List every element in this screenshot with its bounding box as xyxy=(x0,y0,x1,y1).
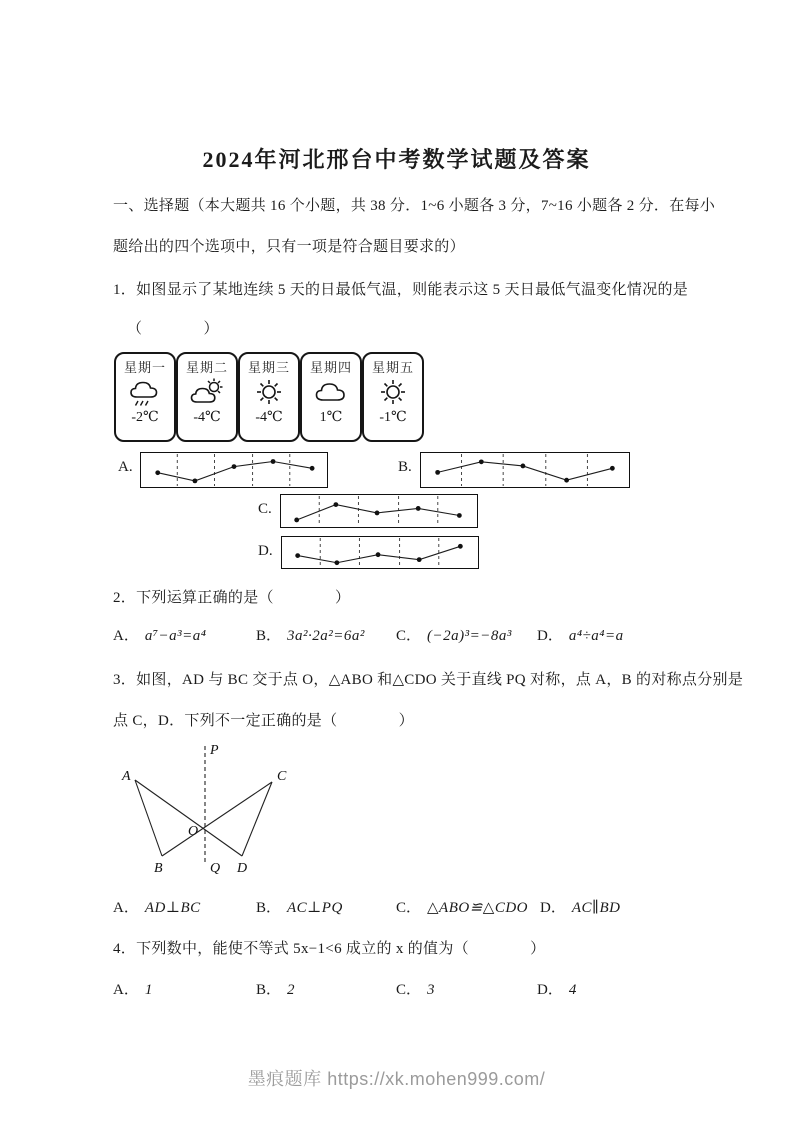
q4-option-d: D． 4 xyxy=(537,982,577,998)
weather-day-label: 星期五 xyxy=(371,360,414,375)
segment-ab xyxy=(135,780,162,856)
figure-label-q: Q xyxy=(210,861,221,876)
q3-stem-line2: 点 C，D．下列不一定正确的是（ ） xyxy=(113,713,414,729)
q2-option-a: A． a⁷−a³=a⁴ xyxy=(113,628,207,644)
q1-option-a-label: A. xyxy=(118,459,133,475)
q4-stem: 4．下列数中，能使不等式 5x−1<6 成立的 x 的值为（ ） xyxy=(113,941,546,957)
q3-option-d: D． AC∥BD xyxy=(540,900,621,916)
q1-option-c-label: C. xyxy=(258,501,272,517)
figure-label-p: P xyxy=(210,743,219,758)
q1-option-d-line-chart xyxy=(281,536,479,569)
weather-temp-label: 1℃ xyxy=(319,410,343,425)
footer-watermark: 墨痕题库 https://xk.mohen999.com/ xyxy=(247,1069,546,1089)
q3-stem-line1: 3．如图，AD 与 BC 交于点 O，△ABO 和△CDO 关于直线 PQ 对称，点 A，B 的对称点分别是 xyxy=(113,672,744,688)
segment-ad xyxy=(135,780,242,856)
weather-temp-label: -4℃ xyxy=(193,410,221,425)
q2-option-c: C． (−2a)³=−8a³ xyxy=(396,628,512,644)
q3-option-a: A． AD⊥BC xyxy=(113,900,201,916)
weather-day-label: 星期四 xyxy=(309,360,352,375)
q3-options-row xyxy=(113,896,713,920)
q1-option-b-label: B. xyxy=(398,459,412,475)
q1-option-b-line-chart xyxy=(420,452,630,488)
q2-option-b: B． 3a²·2a²=6a² xyxy=(256,628,365,644)
figure-label-c: C xyxy=(277,769,287,784)
figure-label-o: O xyxy=(188,824,199,839)
weather-day-label: 星期三 xyxy=(247,360,290,375)
q1-option-c-line-chart xyxy=(280,494,478,528)
segment-bc xyxy=(162,782,272,856)
q2-stem: 2．下列运算正确的是（ ） xyxy=(113,590,351,606)
figure-label-a: A xyxy=(122,769,131,784)
q3-option-b: B． AC⊥PQ xyxy=(256,900,343,916)
weather-card-friday xyxy=(362,352,424,442)
sun-icon xyxy=(251,377,287,409)
sun-behind-cloud-icon xyxy=(189,377,225,409)
weather-temp-label: -1℃ xyxy=(379,410,407,425)
q4-options-row xyxy=(113,978,713,1002)
section-intro-line1: 一、选择题（本大题共 16 个小题，共 38 分．1~6 小题各 3 分，7~16 小题各 2 分．在每小 xyxy=(113,198,716,214)
q3-option-c: C． △ABO≌△CDO xyxy=(396,900,528,916)
segment-cd xyxy=(242,782,272,856)
q1-option-a-line-chart xyxy=(140,452,328,488)
weather-day-label: 星期一 xyxy=(123,360,166,375)
q1-stem: 1．如图显示了某地连续 5 天的日最低气温，则能表示这 5 天日最低气温变化情况的是 xyxy=(113,282,689,298)
page-title: 2024年河北邢台中考数学试题及答案 xyxy=(202,147,591,172)
figure-label-b: B xyxy=(154,861,163,876)
q3-geometry-figure xyxy=(100,738,320,878)
weather-card-tuesday xyxy=(176,352,238,442)
weather-temp-label: -4℃ xyxy=(255,410,283,425)
q1-option-d-label: D. xyxy=(258,543,273,559)
q1-answer-bracket: （ ） xyxy=(127,321,219,337)
sun-icon xyxy=(375,377,411,409)
section-intro-line2: 题给出的四个选项中，只有一项是符合题目要求的） xyxy=(113,239,465,255)
weather-card-monday xyxy=(114,352,176,442)
q4-option-b: B． 2 xyxy=(256,982,296,998)
weather-day-label: 星期二 xyxy=(185,360,228,375)
figure-label-d: D xyxy=(237,861,248,876)
q2-option-d: D． a⁴÷a⁴=a xyxy=(537,628,624,644)
q4-option-a: A． 1 xyxy=(113,982,153,998)
cloud-icon xyxy=(313,377,349,409)
weather-temp-label: -2℃ xyxy=(131,410,159,425)
q4-option-c: C． 3 xyxy=(396,982,436,998)
weather-card-wednesday xyxy=(238,352,300,442)
weather-card-thursday xyxy=(300,352,362,442)
rain-cloud-icon xyxy=(127,377,163,409)
q2-options-row xyxy=(113,624,713,648)
